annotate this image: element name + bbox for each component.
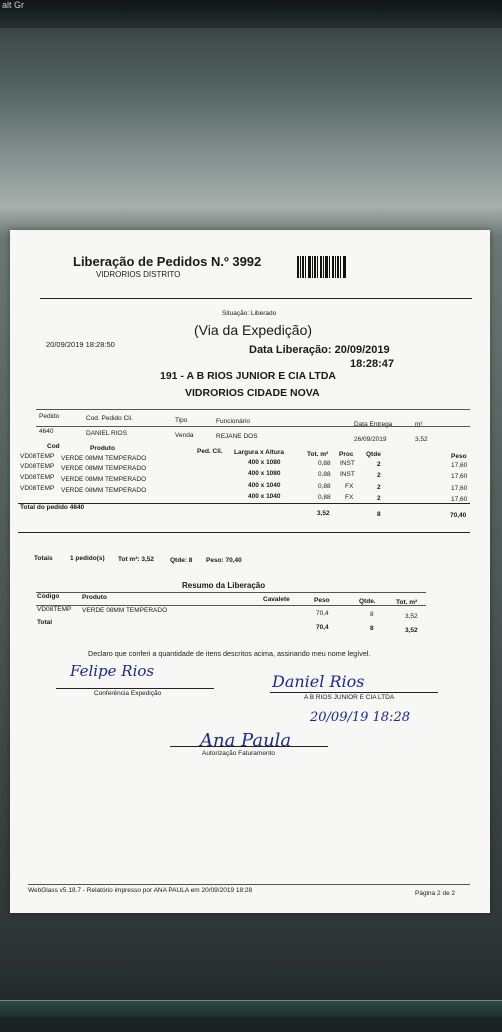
col-tot-m2: Tot. m²	[307, 451, 329, 458]
signature-line	[170, 746, 328, 747]
divider	[40, 298, 472, 299]
resumo-total-label: Total	[37, 619, 53, 626]
resumo-row-produto: VERDE 08MM TEMPERADO	[82, 607, 168, 614]
via-label: (Via da Expedição)	[194, 322, 313, 338]
resumo-total-tot-m2: 3,52	[405, 627, 418, 634]
row-m2: 0,88	[318, 460, 331, 467]
col-qtde: Qtde	[366, 451, 381, 458]
row-m2: 0,88	[318, 471, 331, 478]
label-m2: m²	[415, 421, 423, 428]
client-label: A B RIOS JUNIOR E CIA LTDA	[304, 694, 395, 701]
row-produto: VERDE 08MM TEMPERADO	[61, 476, 147, 483]
row-peso: 17,60	[451, 485, 468, 492]
resumo-row-qtde: 8	[370, 611, 374, 618]
row-proc: FX	[345, 483, 354, 490]
signature-line	[56, 688, 214, 689]
row-peso: 17,60	[451, 496, 468, 503]
row-proc: INST	[340, 460, 355, 467]
totais-peso: Peso: 70,40	[206, 557, 242, 564]
col-largura-altura: Largura x Altura	[234, 449, 284, 456]
desk-edge	[0, 1000, 502, 1017]
divider	[28, 884, 470, 885]
row-produto: VERDE 08MM TEMPERADO	[61, 465, 147, 472]
row-produto: VERDE 08MM TEMPERADO	[61, 455, 147, 462]
monitor-top-bezel	[0, 0, 502, 28]
resumo-title: Resumo da Liberação	[182, 581, 266, 590]
document-page	[10, 230, 490, 913]
autorizacao-signature: Ana Paula	[200, 730, 292, 751]
resumo-total-qtde: 8	[370, 625, 374, 632]
label-cod-pedido-cli: Cod. Pedido Cli.	[86, 415, 133, 422]
window-title-fragment: alt Gr	[2, 0, 25, 10]
items-total-peso: 70,40	[450, 512, 467, 519]
client-line: 191 - A B RIOS JUNIOR E CIA LTDA	[160, 370, 336, 382]
resumo-col-cavalete: Cavalete	[263, 596, 290, 603]
divider	[18, 503, 470, 504]
row-qtde: 2	[377, 461, 381, 468]
label-data-entrega: Data Entrega	[354, 421, 393, 428]
row-peso: 17,60	[451, 473, 468, 480]
resumo-row-peso: 70,4	[316, 610, 329, 617]
divider	[36, 592, 426, 593]
resumo-row-codigo: VD08TEMP	[37, 606, 72, 613]
row-cod: VD08TEMP	[20, 463, 55, 470]
client-signature: Daniel Rios	[272, 672, 365, 691]
value-m2: 3,52	[415, 436, 428, 443]
col-produto: Produto	[90, 445, 115, 452]
conferencia-label: Conferência Expedição	[94, 690, 162, 697]
row-peso: 17,60	[451, 462, 468, 469]
row-cod: VD08TEMP	[20, 485, 55, 492]
doc-title: Liberação de Pedidos N.º 3992	[73, 254, 262, 269]
conferencia-signature: Felipe Rios	[70, 662, 155, 680]
totais-qtde: Qtde: 8	[170, 557, 193, 564]
footer-report-info: WebGlass v5.18.7 - Relatório impresso por ANA PAULA em 20/09/2019 18:28	[28, 887, 253, 894]
resumo-row-tot-m2: 3,52	[405, 613, 418, 620]
divider	[18, 532, 470, 533]
row-cod: VD08TEMP	[20, 453, 55, 460]
totais-label: Totais	[34, 555, 53, 562]
label-funcionario: Funcionário	[216, 418, 250, 425]
row-qtde: 2	[377, 472, 381, 479]
company-name: VIDRORIOS DISTRITO	[96, 270, 181, 279]
liberacao-date: Data Liberação: 20/09/2019	[249, 344, 390, 356]
label-tipo: Tipo	[175, 417, 188, 424]
value-data-entrega: 26/09/2019	[354, 436, 387, 443]
row-qtde: 2	[377, 484, 381, 491]
totais-m2: Tot m²: 3,52	[118, 556, 154, 563]
value-pedido: 4640	[39, 428, 54, 435]
col-proc: Proc	[339, 451, 354, 458]
signature-line	[270, 692, 438, 693]
autorizacao-label: Autorização Faturamento	[202, 750, 275, 757]
col-peso: Peso	[451, 453, 467, 460]
liberacao-time: 18:28:47	[350, 358, 395, 370]
resumo-total-peso: 70,4	[316, 624, 329, 631]
situacao: Situação: Liberado	[222, 310, 277, 317]
row-qtde: 2	[377, 495, 381, 502]
row-cod: VD08TEMP	[20, 474, 55, 481]
declaration: Declaro que conferi a quantidade de itens descritos acima, assinando meu nome legível.	[88, 649, 371, 658]
row-dim: 400 x 1040	[248, 482, 281, 489]
footer-page-number: Página 2 de 2	[415, 890, 456, 897]
col-ped-cli: Ped. Cli.	[197, 448, 223, 455]
items-total-label: Total do pedido 4640	[20, 504, 85, 511]
totais-pedidos: 1 pedido(s)	[70, 555, 105, 562]
row-m2: 0,88	[318, 483, 331, 490]
row-dim: 400 x 1040	[248, 493, 281, 500]
resumo-col-qtde: Qtde.	[359, 598, 376, 605]
value-cod-pedido-cli: DANIEL RIOS	[86, 430, 127, 437]
value-tipo: Venda	[175, 432, 194, 439]
value-funcionario: REJANE DOS	[216, 433, 258, 440]
divider	[36, 426, 470, 427]
divider	[36, 605, 426, 606]
client-store: VIDRORIOS CIDADE NOVA	[185, 387, 320, 399]
row-m2: 0,88	[318, 494, 331, 501]
row-proc: INST	[340, 471, 355, 478]
row-dim: 400 x 1080	[248, 470, 281, 477]
resumo-col-peso: Peso	[314, 597, 330, 604]
resumo-col-tot-m2: Tot. m²	[396, 599, 418, 606]
row-produto: VERDE 08MM TEMPERADO	[61, 487, 147, 494]
barcode-icon	[297, 256, 353, 278]
items-total-m2: 3,52	[317, 510, 330, 517]
row-proc: FX	[345, 494, 354, 501]
items-total-qtde: 8	[377, 511, 381, 518]
resumo-col-produto: Produto	[82, 594, 107, 601]
printed-at: 20/09/2019 18:28:50	[46, 340, 115, 349]
label-pedido: Pedido	[39, 413, 60, 420]
col-cod: Cod	[47, 443, 60, 450]
divider	[36, 409, 470, 410]
row-dim: 400 x 1080	[248, 459, 281, 466]
handwritten-date: 20/09/19 18:28	[310, 710, 410, 725]
resumo-col-codigo: Código	[37, 593, 60, 600]
